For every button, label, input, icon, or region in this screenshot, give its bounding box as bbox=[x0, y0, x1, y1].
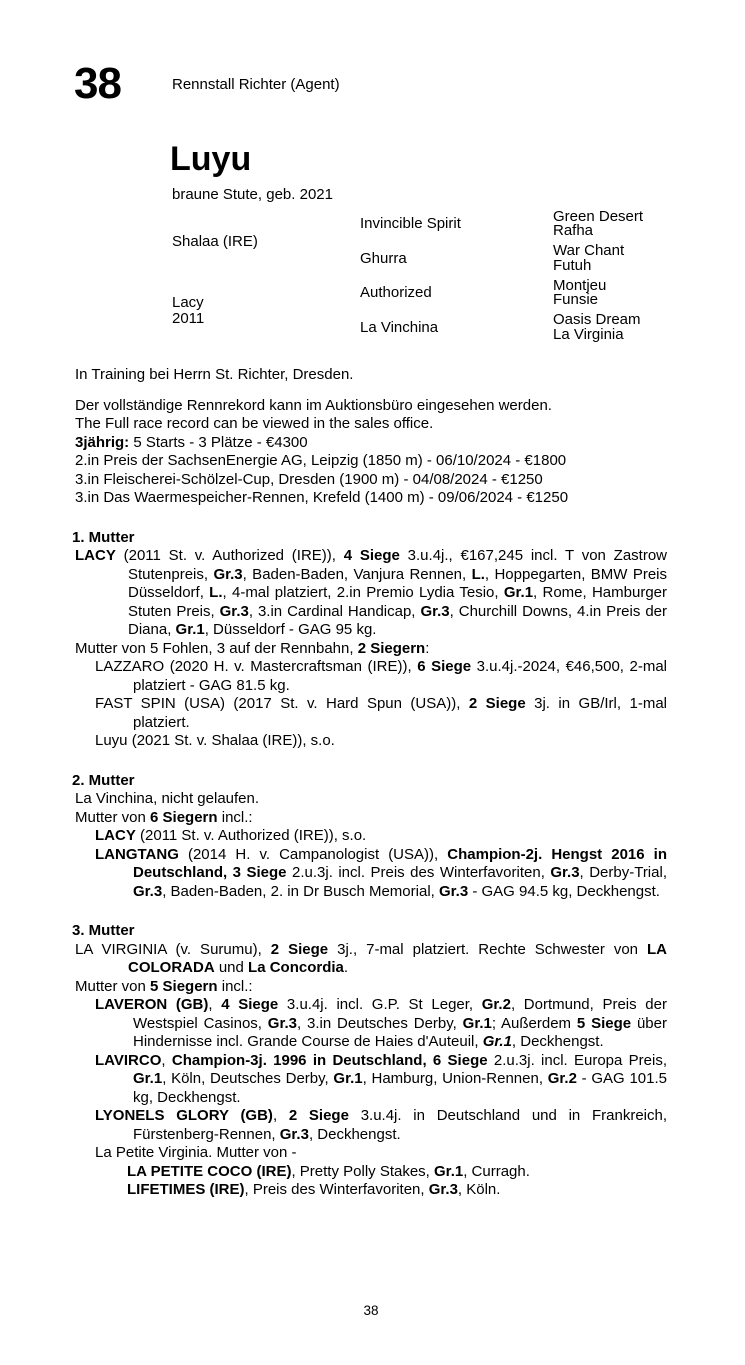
section-heading: 3. Mutter bbox=[72, 922, 135, 939]
text-segment: , Dortmund, Preis der Westspiel Casinos, bbox=[133, 996, 667, 1032]
text-segment: 3j., 7-mal platziert. Rechte Schwester von bbox=[328, 940, 647, 958]
text-segment: 5 Siegern bbox=[150, 977, 218, 995]
text-segment: Gr.3 bbox=[550, 864, 580, 881]
dam-ancestors bbox=[360, 276, 672, 345]
text-segment: , Deckhengst. bbox=[308, 1125, 401, 1143]
text-segment: Gr.1 bbox=[434, 1162, 464, 1180]
text-segment: 3.in Fleischerei-Schölzel-Cup, Dresden (1900 m) - 04/08/2024 - €1250 bbox=[75, 470, 543, 488]
text-segment: Gr.1 bbox=[133, 1070, 163, 1087]
text-segment: - GAG 101.5 kg, Deckhengst. bbox=[133, 1070, 667, 1106]
text-segment: , Hamburg, Union-Rennen, bbox=[362, 1070, 548, 1087]
text-segment: , 3.in Cardinal Handicap, bbox=[248, 602, 421, 620]
dam-granddam-name: La Vinchina bbox=[360, 318, 439, 336]
sire-ancestors bbox=[360, 207, 672, 276]
dam-granddam-row bbox=[360, 311, 672, 346]
text-segment: , Pretty Polly Stakes, bbox=[291, 1162, 435, 1180]
text-segment: , bbox=[161, 1051, 172, 1069]
family-sections bbox=[72, 528, 668, 1200]
text-segment: Gr.3 bbox=[219, 602, 249, 620]
dam-name-text: Lacy bbox=[172, 293, 204, 311]
text-segment: , Hoppegarten, BMW Preis Düsseldorf, bbox=[128, 565, 667, 601]
family-entry bbox=[127, 1163, 667, 1182]
sire-branch bbox=[172, 207, 672, 276]
ancestor-name: Rafha bbox=[553, 222, 594, 240]
text-segment: 2 Siegern bbox=[357, 639, 426, 657]
footer-page-number: 38 bbox=[363, 1303, 379, 1318]
text-segment: La Vinchina, nicht gelaufen. bbox=[75, 790, 260, 807]
text-segment: , Baden-Baden, Vanjura Rennen, bbox=[242, 565, 472, 583]
text-segment: 2 Siege bbox=[288, 1107, 349, 1124]
text-segment: Gr.1 bbox=[482, 1033, 512, 1050]
text-segment: LA VIRGINIA (v. Surumu), bbox=[75, 940, 271, 958]
text-segment: , Köln. bbox=[457, 1181, 501, 1198]
text-segment: LIFETIMES (IRE) bbox=[127, 1181, 245, 1198]
sire-name bbox=[172, 207, 360, 276]
ancestor-name: Futuh bbox=[553, 256, 592, 274]
horse-description: braune Stute, geb. 2021 bbox=[172, 186, 333, 203]
text-segment: , 4-mal platziert, 2.in Premio Lydia Tesio, bbox=[222, 584, 504, 601]
dam-year: 2011 bbox=[172, 309, 205, 327]
text-segment: , bbox=[208, 996, 222, 1013]
family-entry bbox=[127, 1181, 667, 1200]
catalog-body-text bbox=[72, 366, 668, 1200]
text-segment: Gr.3 bbox=[428, 1181, 458, 1198]
text-segment: 4 Siege bbox=[221, 996, 279, 1013]
race-record-notice-de: Der vollständige Rennrekord kann im Auktionsbüro eingesehen werden. bbox=[75, 396, 552, 414]
text-segment: Champion-2j. Hengst 2016 in Deutschland, 3 Siege bbox=[133, 845, 667, 881]
family-paragraph bbox=[75, 809, 667, 828]
text-segment: incl.: bbox=[217, 977, 253, 995]
text-segment: 5 Starts - 3 Plätze - €4300 bbox=[129, 433, 308, 451]
family-entry bbox=[95, 827, 667, 846]
family-entry bbox=[95, 1144, 667, 1163]
family-entry bbox=[95, 658, 667, 695]
text-segment: über Hindernisse incl. Grande Course de Haies d'Auteuil, bbox=[133, 1014, 667, 1050]
dam-grandsire-row bbox=[360, 276, 672, 311]
text-segment: 3.u.4j. in Deutschland und in Frankreich, Fürstenberg-Rennen, bbox=[133, 1107, 668, 1143]
ancestor-name: Funsie bbox=[553, 291, 599, 309]
text-segment: , Churchill Downs, 4.in Preis der Diana, bbox=[128, 602, 668, 638]
text-segment: 3.u.4j., €167,245 incl. T von Zastrow Stutenpreis, bbox=[128, 547, 668, 583]
text-segment: Gr.3 bbox=[438, 882, 469, 900]
text-segment: L. bbox=[209, 584, 223, 601]
training-note: In Training bei Herrn St. Richter, Dresden. bbox=[75, 366, 354, 383]
text-segment: LA PETITE COCO (IRE) bbox=[127, 1162, 292, 1180]
dam-granddam-parents bbox=[553, 311, 641, 346]
text-segment: LANGTANG bbox=[95, 845, 179, 863]
text-segment: FAST SPIN (USA) (2017 St. v. Hard Spun (USA)), bbox=[95, 695, 469, 712]
family-paragraph bbox=[75, 640, 667, 659]
text-segment: Mutter von bbox=[75, 977, 151, 995]
text-segment: L. bbox=[471, 565, 485, 583]
section-heading: 2. Mutter bbox=[72, 771, 135, 789]
text-segment: , Derby-Trial, bbox=[579, 864, 667, 881]
sire-grandsire-name: Invincible Spirit bbox=[360, 215, 461, 232]
text-segment: La Concordia bbox=[248, 959, 344, 976]
text-segment: und bbox=[214, 959, 249, 976]
text-segment: , Preis des Winterfavoriten, bbox=[244, 1181, 429, 1198]
race-record bbox=[75, 397, 667, 508]
text-segment: Gr.3 bbox=[213, 565, 243, 583]
text-segment: Luyu (2021 St. v. Shalaa (IRE)), s.o. bbox=[95, 732, 335, 749]
sire-grandsire-parents bbox=[553, 207, 643, 242]
text-segment: Gr.3 bbox=[133, 882, 163, 900]
text-segment: 3j. in GB/Irl, 1-mal platziert. bbox=[133, 695, 667, 731]
text-segment: Mutter von bbox=[75, 808, 151, 826]
text-segment: . bbox=[343, 959, 349, 976]
sire-granddam-parents bbox=[553, 242, 624, 277]
text-segment: (2011 St. v. Authorized (IRE)), s.o. bbox=[135, 827, 367, 844]
text-segment: LACY bbox=[75, 547, 116, 564]
text-segment: LA COLORADA bbox=[128, 940, 667, 976]
race-record-notice-en: The Full race record can be viewed in the sales office. bbox=[75, 415, 434, 432]
text-segment: , Deckhengst. bbox=[511, 1033, 604, 1050]
section-heading: 1. Mutter bbox=[72, 528, 135, 546]
text-segment: , Baden-Baden, 2. in Dr Busch Memorial, bbox=[162, 882, 439, 900]
text-segment: 3.in Das Waermespeicher-Rennen, Krefeld (1400 m) - 09/06/2024 - €1250 bbox=[75, 489, 569, 506]
race-result-line bbox=[75, 452, 667, 471]
family-entry bbox=[95, 846, 667, 902]
text-segment: Gr.2 bbox=[547, 1070, 577, 1087]
text-segment: Mutter von 5 Fohlen, 3 auf der Rennbahn, bbox=[75, 639, 358, 657]
text-segment: Gr.1 bbox=[462, 1014, 492, 1032]
sire-name-text: Shalaa (IRE) bbox=[172, 232, 258, 250]
text-segment: Gr.1 bbox=[503, 584, 534, 601]
text-segment: (2011 St. v. Authorized (IRE)), bbox=[115, 547, 344, 564]
family-paragraph bbox=[75, 547, 667, 640]
race-results-list bbox=[75, 452, 667, 508]
ancestor-name: Green Desert bbox=[553, 207, 644, 225]
text-segment: 3jährig: bbox=[75, 433, 130, 451]
family-paragraph bbox=[75, 978, 667, 997]
sire-granddam-row bbox=[360, 242, 672, 277]
text-segment: La Petite Virginia. Mutter von - bbox=[95, 1144, 297, 1161]
text-segment: , Köln, Deutsches Derby, bbox=[162, 1070, 334, 1087]
text-segment: 5 Siege bbox=[576, 1014, 632, 1032]
text-segment: Champion-3j. 1996 in Deutschland, 6 Siege bbox=[171, 1051, 488, 1069]
text-segment: LACY bbox=[95, 827, 136, 844]
text-segment: 3.u.4j.-2024, €46,500, 2-mal platziert - GAG 81.5 kg. bbox=[133, 658, 668, 694]
family-entry bbox=[95, 996, 667, 1052]
text-segment: incl.: bbox=[217, 808, 253, 826]
text-segment: Gr.1 bbox=[333, 1070, 363, 1087]
text-segment: 6 Siege bbox=[417, 658, 472, 675]
family-paragraph bbox=[75, 941, 667, 978]
text-segment: - GAG 94.5 kg, Deckhengst. bbox=[468, 882, 660, 900]
text-segment: Gr.1 bbox=[175, 621, 205, 638]
text-segment: LAVIRCO bbox=[95, 1051, 162, 1069]
text-segment: 2.u.3j. incl. Europa Preis, bbox=[487, 1051, 667, 1069]
text-segment: LAZZARO (2020 H. v. Mastercraftsman (IRE)), bbox=[95, 658, 418, 675]
text-segment: 2 Siege bbox=[270, 940, 329, 958]
consignor-name: Rennstall Richter (Agent) bbox=[172, 76, 340, 93]
text-segment: Gr.2 bbox=[481, 996, 511, 1013]
catalog-lot-number: 38 bbox=[74, 59, 121, 108]
text-segment: 2.u.3j. incl. Preis des Winterfavoriten, bbox=[286, 864, 551, 881]
race-record-summary bbox=[75, 434, 667, 453]
dam-grandsire-parents bbox=[553, 276, 606, 311]
text-segment: , Curragh. bbox=[463, 1162, 530, 1180]
sire-grandsire-row bbox=[360, 207, 672, 242]
family-entry bbox=[95, 732, 667, 751]
text-segment: , Rome, Hamburger Stuten Preis, bbox=[128, 584, 667, 620]
ancestor-name: La Virginia bbox=[553, 325, 624, 343]
text-segment: Gr.3 bbox=[279, 1125, 309, 1143]
ancestor-name: War Chant bbox=[553, 242, 625, 260]
pedigree-table bbox=[172, 207, 672, 345]
text-segment: 2 Siege bbox=[468, 695, 526, 712]
text-segment: LAVERON (GB) bbox=[95, 996, 209, 1013]
family-entry bbox=[95, 1107, 667, 1144]
dam-grandsire-name: Authorized bbox=[360, 284, 432, 301]
race-result-line bbox=[75, 471, 667, 490]
text-segment: LYONELS GLORY (GB) bbox=[95, 1107, 273, 1124]
text-segment: 6 Siegern bbox=[150, 808, 218, 826]
ancestor-name: Oasis Dream bbox=[553, 311, 641, 329]
family-entry bbox=[95, 695, 667, 732]
text-segment: 2.in Preis der SachsenEnergie AG, Leipzig (1850 m) - 06/10/2024 - €1800 bbox=[75, 452, 567, 469]
text-segment: , Düsseldorf - GAG 95 kg. bbox=[204, 621, 377, 638]
ancestor-name: Montjeu bbox=[553, 276, 607, 294]
family-entry bbox=[95, 1052, 667, 1108]
race-result-line bbox=[75, 489, 667, 508]
text-segment: (2014 H. v. Campanologist (USA)), bbox=[178, 845, 448, 863]
text-segment: Gr.3 bbox=[267, 1014, 297, 1032]
family-paragraph bbox=[75, 790, 667, 809]
dam-name bbox=[172, 276, 360, 345]
text-segment: 4 Siege bbox=[343, 547, 400, 564]
text-segment: Gr.3 bbox=[420, 602, 450, 620]
text-segment: , 3.in Deutsches Derby, bbox=[296, 1014, 463, 1032]
sire-granddam-name: Ghurra bbox=[360, 249, 407, 267]
horse-name: Luyu bbox=[170, 140, 252, 178]
text-segment: ; Außerdem bbox=[491, 1014, 577, 1032]
dam-branch bbox=[172, 276, 672, 345]
text-segment: : bbox=[425, 639, 430, 657]
text-segment: , bbox=[272, 1107, 289, 1124]
text-segment: 3.u.4j. incl. G.P. St Leger, bbox=[278, 996, 482, 1013]
